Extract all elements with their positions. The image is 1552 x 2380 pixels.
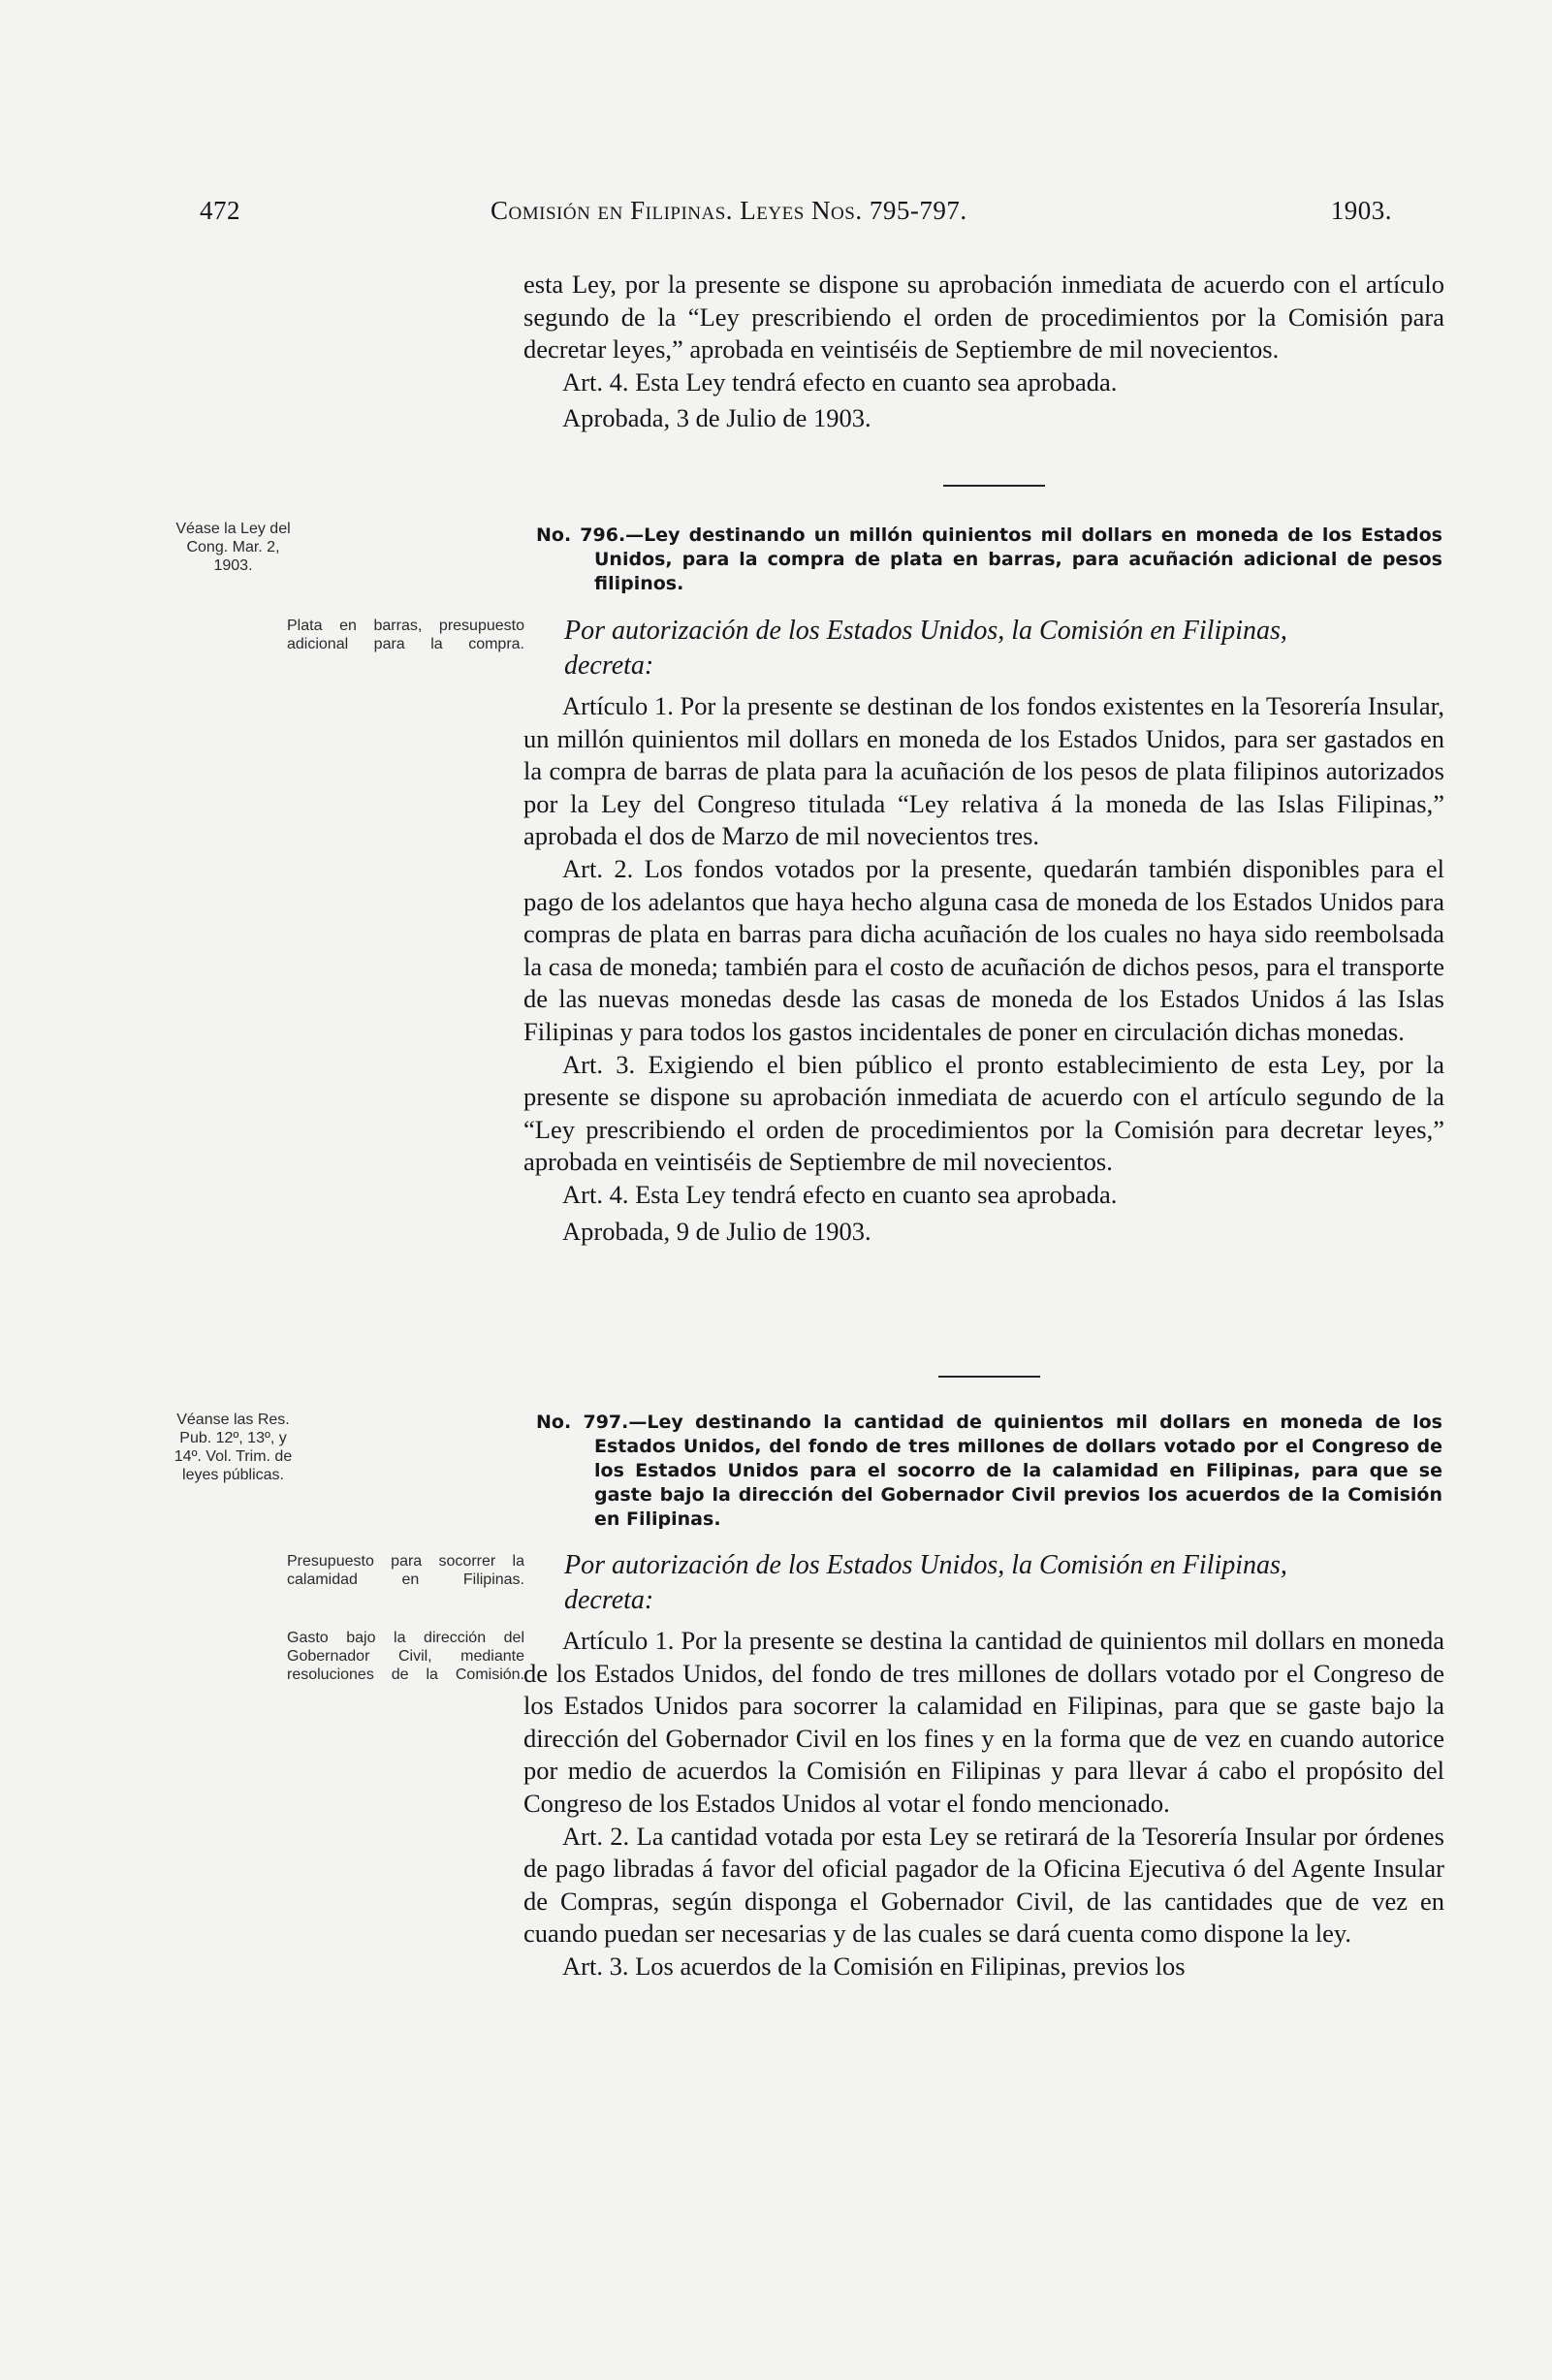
law-796-enacting-clause (564, 614, 1441, 683)
article-3: Art. 3. Exigiendo el bien público el pronto establecimiento de esta Ley, por la presente se dispone su aprobación inmediata de acuerdo con el artículo segundo de la “Ley prescribiendo el orden de procedimientos por la Comisión para decretar leyes,” aprobada en veintiséis de Septiembre de mil novecientos. (523, 1049, 1444, 1177)
margin-note-reference: Véanse las Res. Pub. 12º, 13º, y 14º. Vol. Trim. de leyes públicas. (174, 1412, 293, 1483)
paragraph: esta Ley, por la presente se dispone su aprobación inmediata de acuerdo con el artículo segundo de la “Ley prescribiendo el orden de procedimientos por la Comisión para decretar leyes,” aprobada en veintiséis de Septiembre de mil novecientos. (523, 270, 1444, 365)
page-number: 472 (200, 196, 240, 225)
article-3: Art. 3. Los acuerdos de la Comisión en Filipinas, previos los (562, 1951, 1186, 1981)
law-796-title: No. 796.—Ley destinando un millón quinientos mil dollars en moneda de los Estados Unidos, para la compra de plata en barras, para acuñación adicional de pesos filipinos. (536, 524, 1442, 594)
section-divider (938, 1376, 1040, 1378)
decreta-label: decreta: (564, 651, 654, 681)
law-796-body (523, 690, 1444, 1248)
article-1: Artículo 1. Por la presente se destinan de los fondos existentes en la Tesorería Insular, un millón quinientos mil dollars en moneda de los Estados Unidos, para ser gastados en la compra de barras de plata para la acuñación de los pesos de plata filipinos autorizados por la Ley del Congreso titulada “Ley relativa á la moneda de las Islas Filipinas,” aprobada el dos de Marzo de mil novecientos tres. (523, 691, 1444, 851)
margin-note-reference: Véase la Ley del Cong. Mar. 2, 1903. (175, 521, 291, 574)
margin-note-topic: Presupuesto para socorrer la calamidad en Filipinas. (287, 1553, 524, 1588)
law-797-title: No. 797.—Ley destinando la cantidad de quinientos mil dollars en moneda de los Estados Unidos, del fondo de tres millones de dollars votado por el Congreso de los Estados Unidos para el socorro de la calamidad en Filipinas, para que se gaste bajo la dirección del Gobernador Civil previos los acuerdos de la Comisión en Filipinas. (536, 1412, 1442, 1530)
enacting-text: Por autorización de los Estados Unidos, la Comisión en Filipinas, (564, 616, 1287, 646)
margin-note-topic: Plata en barras, presupuesto adicional para la compra. (287, 618, 524, 652)
article-4: Art. 4. Esta Ley tendrá efecto en cuanto sea aprobada. (562, 1179, 1118, 1209)
section-divider (943, 485, 1045, 487)
enacting-text: Por autorización de los Estados Unidos, la Comisión en Filipinas, (564, 1550, 1287, 1580)
header-year: 1903. (1330, 196, 1392, 225)
approval-date: Aprobada, 9 de Julio de 1903. (562, 1216, 871, 1246)
law-797-enacting-clause (564, 1548, 1441, 1618)
article-2: Art. 2. Los fondos votados por la presente, quedarán también disponibles para el pago de los adelantos que haya hecho alguna casa de moneda de los Estados Unidos para compras de plata en barras para dicha acuñación de los cuales no haya sido reembolsada la casa de moneda; también para el costo de acuñación de dichos pesos, para el transporte de las nuevas monedas desde las casas de moneda de los Estados Unidos á las Islas Filipinas y para todos los gastos incidentales de poner en circulación dichas monedas. (523, 853, 1444, 1046)
article-2: Art. 2. La cantidad votada por esta Ley se retirará de la Tesorería Insular por órdenes de pago libradas á favor del oficial pagador de la Oficina Ejecutiva ó del Agente Insular de Compras, según disponga el Gobernador Civil, de las cantidades que de vez en cuando puedan ser necesarias y de las cuales se dará cuenta como dispone la ley. (523, 1821, 1444, 1949)
article-1: Artículo 1. Por la presente se destina la cantidad de quinientos mil dollars en moneda de los Estados Unidos, del fondo de tres millones de dollars votado por el Congreso de los Estados Unidos para socorrer la calamidad en Filipinas, para que se gaste bajo la dirección del Gobernador Civil en los fines y en la forma que de vez en cuando autorice por medio de acuerdos la Comisión en Filipinas y para llevar á cabo el propósito del Congreso de los Estados Unidos al votar el fondo mencionado. (523, 1626, 1444, 1818)
approval-date: Aprobada, 3 de Julio de 1903. (562, 403, 871, 433)
running-title: Comisión en Filipinas. Leyes Nos. 795-797. (491, 196, 967, 225)
law-795-ending (523, 269, 1444, 435)
law-797-body (523, 1625, 1444, 1983)
page-header (200, 196, 1392, 231)
margin-note-topic: Gasto bajo la dirección del Gobernador Civil, mediante resoluciones de la Comisión. (287, 1630, 524, 1683)
article-4: Art. 4. Esta Ley tendrá efecto en cuanto sea aprobada. (562, 366, 1118, 397)
decreta-label: decreta: (564, 1585, 654, 1615)
